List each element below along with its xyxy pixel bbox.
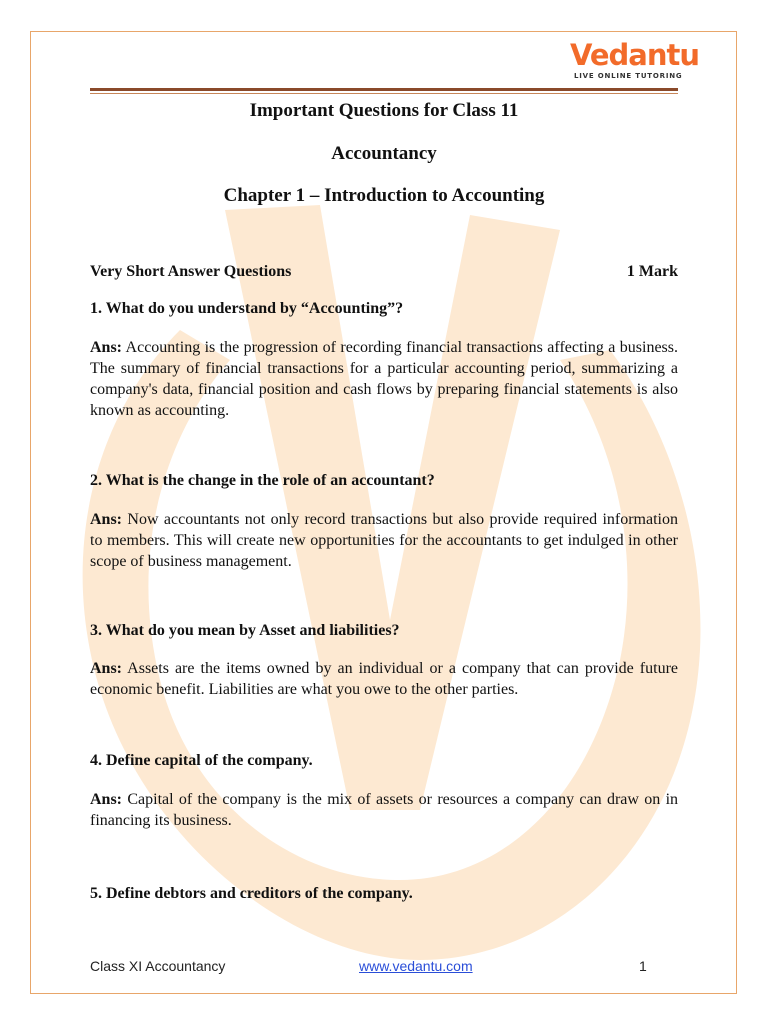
answer-label: Ans: xyxy=(90,511,123,528)
question-3: 3. What do you mean by Asset and liabilities? xyxy=(90,622,400,639)
answer-label: Ans: xyxy=(90,791,123,808)
logo-wordmark: Vedantu xyxy=(570,38,700,72)
footer-website-link[interactable]: www.vedantu.com xyxy=(359,958,473,974)
doc-subject: Accountancy xyxy=(331,143,437,164)
section-heading xyxy=(90,263,678,281)
section-label: Very Short Answer Questions xyxy=(90,263,292,280)
answer-label: Ans: xyxy=(90,339,123,356)
footer-doc-name: Class XI Accountancy xyxy=(90,958,226,974)
answer-1 xyxy=(90,337,678,421)
section-marks: 1 Mark xyxy=(626,263,678,280)
header-rule-thin xyxy=(90,93,678,94)
answer-text: Capital of the company is the mix of assets or resources a company can draw on in financing its business. xyxy=(90,791,679,829)
vedantu-logo[interactable] xyxy=(568,38,700,86)
answer-3 xyxy=(90,658,678,700)
header-rule-thick xyxy=(90,88,678,91)
question-2: 2. What is the change in the role of an accountant? xyxy=(90,472,435,489)
answer-label: Ans: xyxy=(90,660,123,677)
logo-tagline: LIVE ONLINE TUTORING xyxy=(574,72,683,80)
answer-text: Now accountants not only record transactions but also provide required information to members. This will create new opportunities for the accountants to get indulged in other scope of business management. xyxy=(90,511,678,570)
answer-2 xyxy=(90,509,678,572)
doc-title: Important Questions for Class 11 xyxy=(249,100,519,121)
question-5: 5. Define debtors and creditors of the company. xyxy=(90,885,413,902)
doc-chapter: Chapter 1 – Introduction to Accounting xyxy=(223,185,545,206)
question-4: 4. Define capital of the company. xyxy=(90,752,313,769)
question-1: 1. What do you understand by “Accounting”? xyxy=(90,300,404,317)
page-number: 1 xyxy=(639,958,647,974)
answer-text: Assets are the items owned by an individual or a company that can provide future economic benefit. Liabilities are what you owe to the other parties. xyxy=(90,660,678,698)
answer-text: Accounting is the progression of recording financial transactions affecting a business. The summary of financial transactions for a particular accounting period, summarizing a company's data, financial position and cash flows by preparing financial statements is also known as accounting. xyxy=(90,339,679,419)
answer-4 xyxy=(90,789,678,831)
